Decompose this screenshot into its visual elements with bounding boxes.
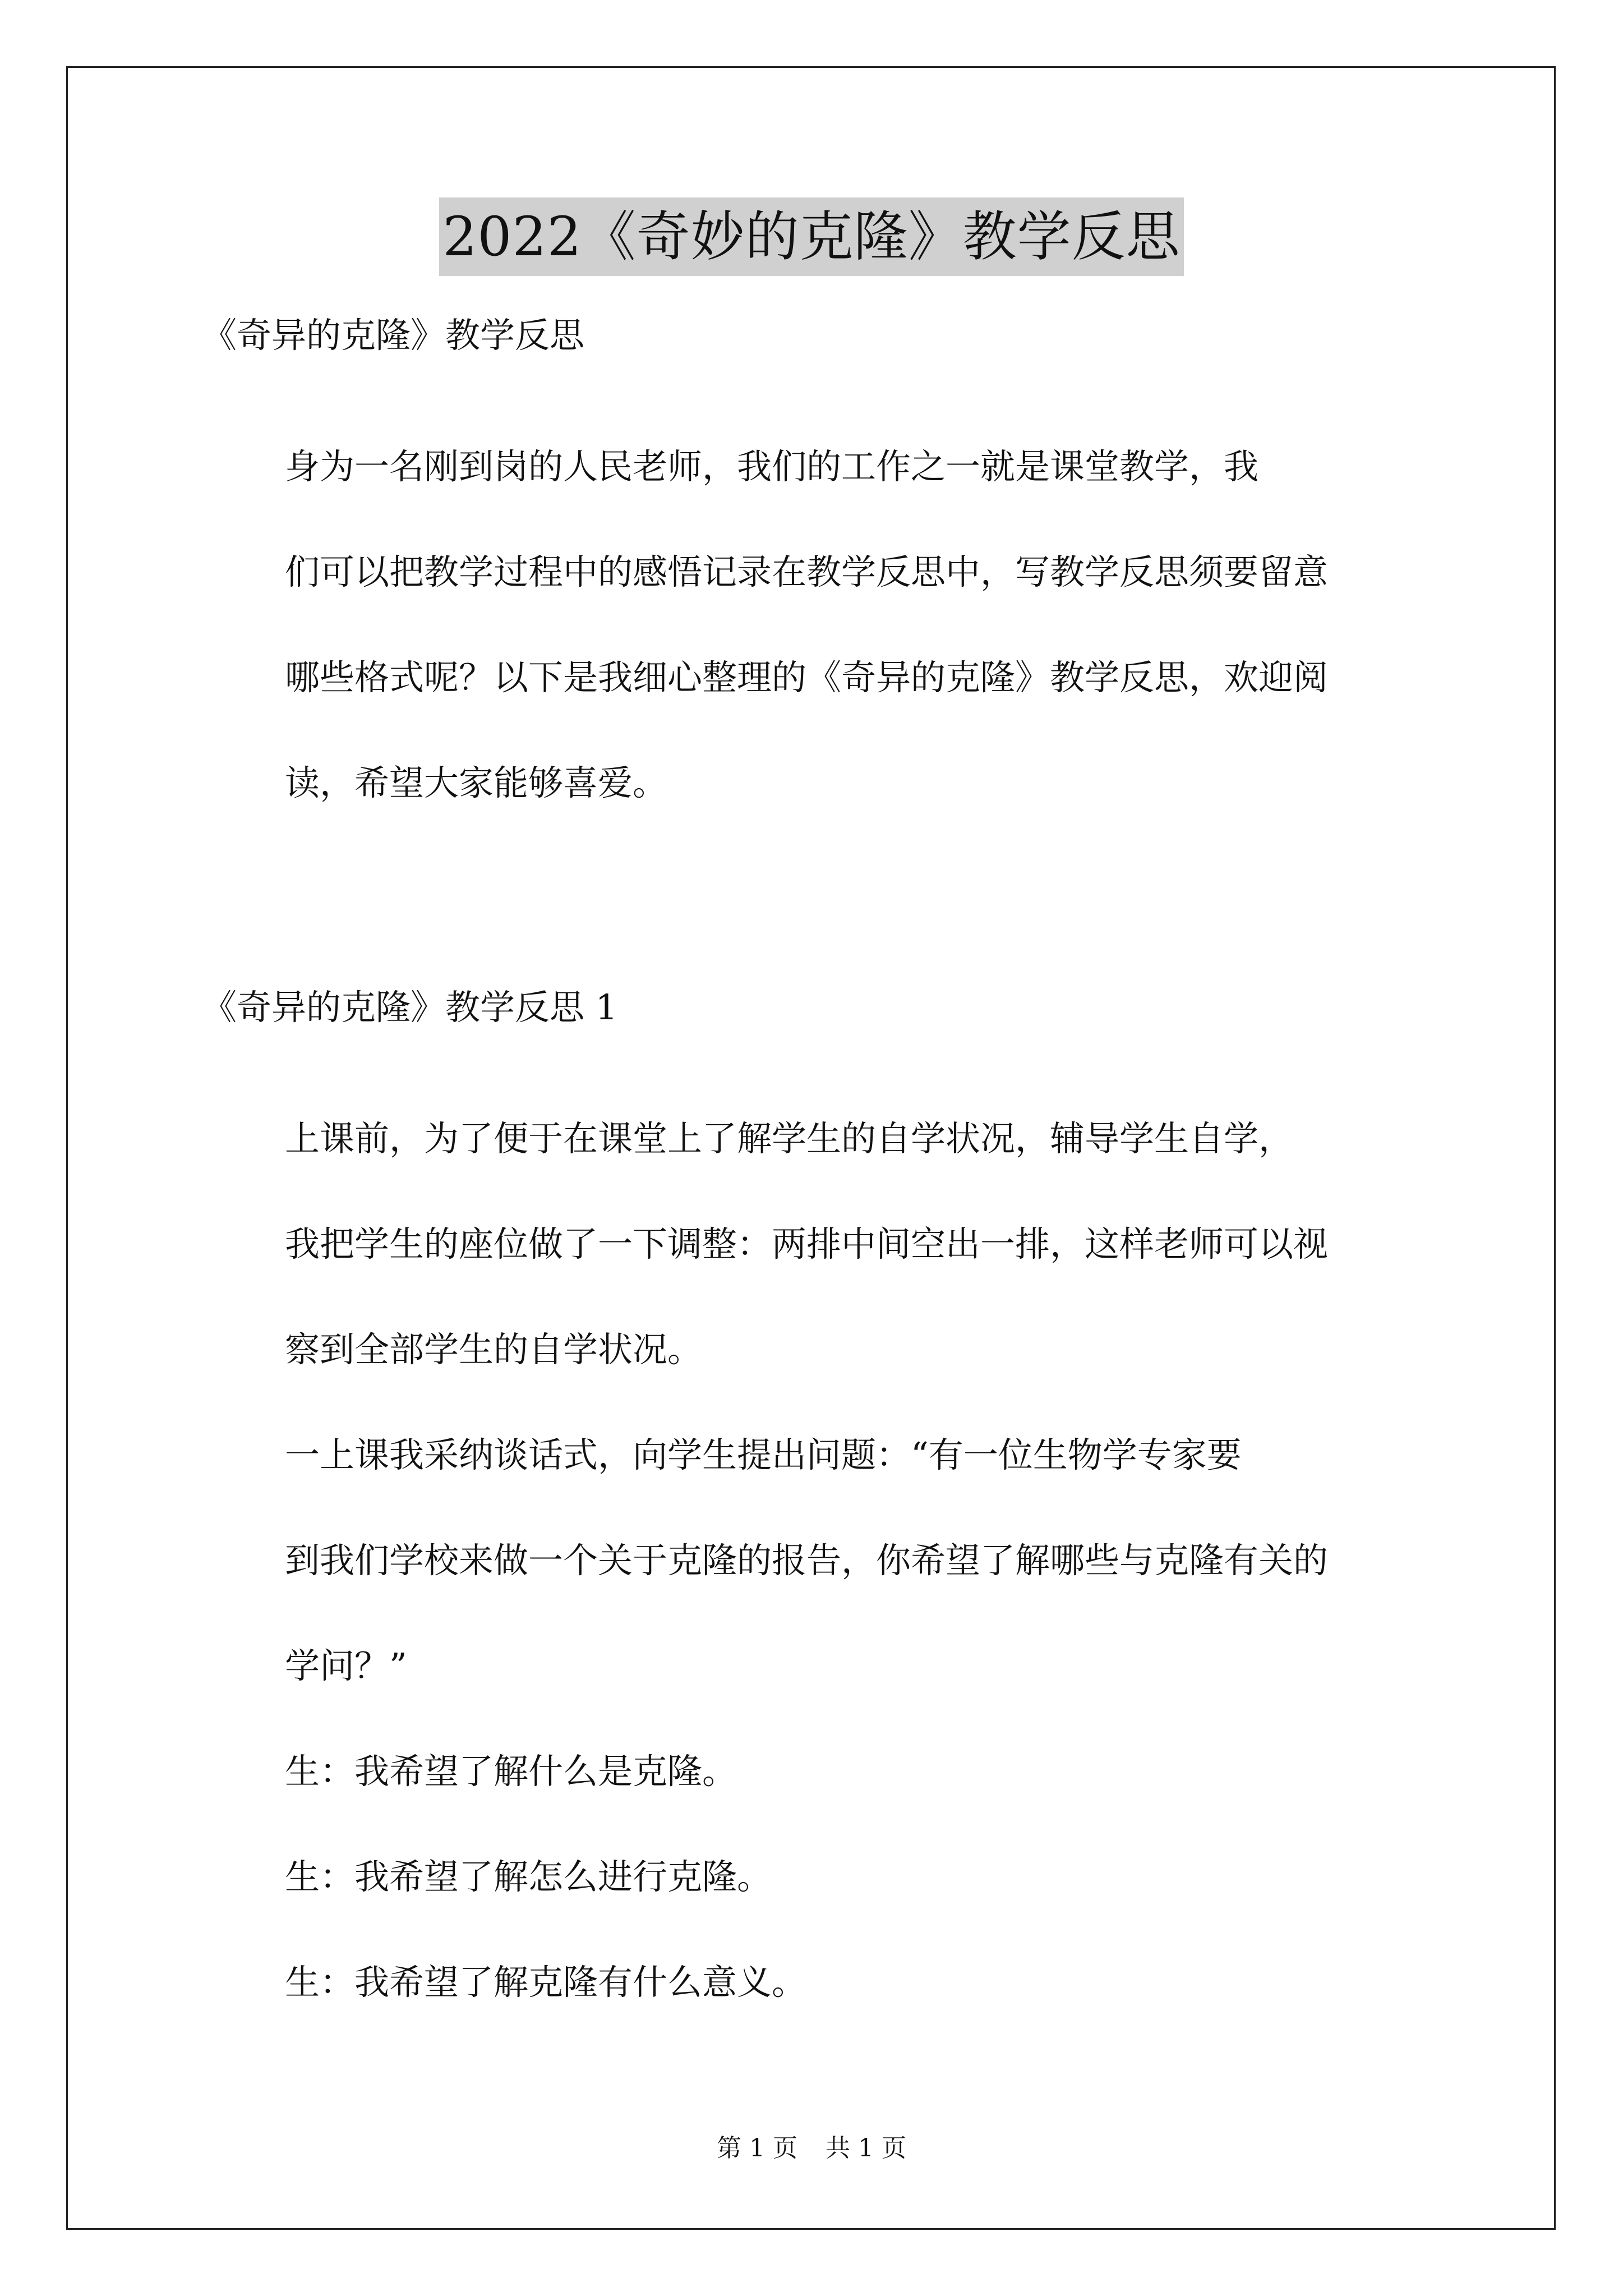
document-body <box>202 309 1436 2035</box>
page-footer <box>0 2132 1623 2165</box>
paragraph-line: 学问？” <box>285 1645 407 1686</box>
paragraph-line: 们可以把教学过程中的感悟记录在教学反思中，写教学反思须要留意 <box>285 551 1329 592</box>
title-container <box>0 197 1623 276</box>
dialogue-line: 生：我希望了解什么是克隆。 <box>285 1751 737 1792</box>
paragraph-line: 一上课我采纳谈话式，向学生提出问题：“有一位生物学专家要 <box>285 1434 1242 1475</box>
page-number: 第 1 页 <box>717 2134 797 2162</box>
page-total: 共 1 页 <box>826 2134 906 2162</box>
paragraph-line: 读，希望大家能够喜爱。 <box>285 762 668 803</box>
dialogue-list <box>202 1719 1436 2035</box>
paragraph-1 <box>202 1086 1436 1402</box>
paragraph-line: 哪些格式呢？以下是我细心整理的《奇异的克隆》教学反思，欢迎阅 <box>285 657 1329 698</box>
paragraph-line: 到我们学校来做一个关于克隆的报告，你希望了解哪些与克隆有关的 <box>285 1540 1329 1581</box>
paragraph-line: 身为一名刚到岗的人民老师，我们的工作之一就是课堂教学，我 <box>285 446 1259 487</box>
paragraph-2 <box>202 1402 1436 1719</box>
intro-heading: 《奇异的克隆》教学反思 <box>202 315 585 356</box>
paragraph-line: 上课前，为了便于在课堂上了解学生的自学状况，辅导学生自学， <box>285 1118 1294 1159</box>
dialogue-line: 生：我希望了解克隆有什么意义。 <box>285 1962 807 2003</box>
dialogue-line: 生：我希望了解怎么进行克隆。 <box>285 1856 772 1897</box>
document-title: 2022《奇妙的克隆》教学反思 <box>439 197 1183 276</box>
intro-paragraph <box>202 414 1436 836</box>
paragraph-line: 察到全部学生的自学状况。 <box>285 1329 703 1370</box>
paragraph-line: 我把学生的座位做了一下调整：两排中间空出一排，这样老师可以视 <box>285 1223 1329 1264</box>
section-heading: 《奇异的克隆》教学反思 1 <box>202 987 618 1028</box>
